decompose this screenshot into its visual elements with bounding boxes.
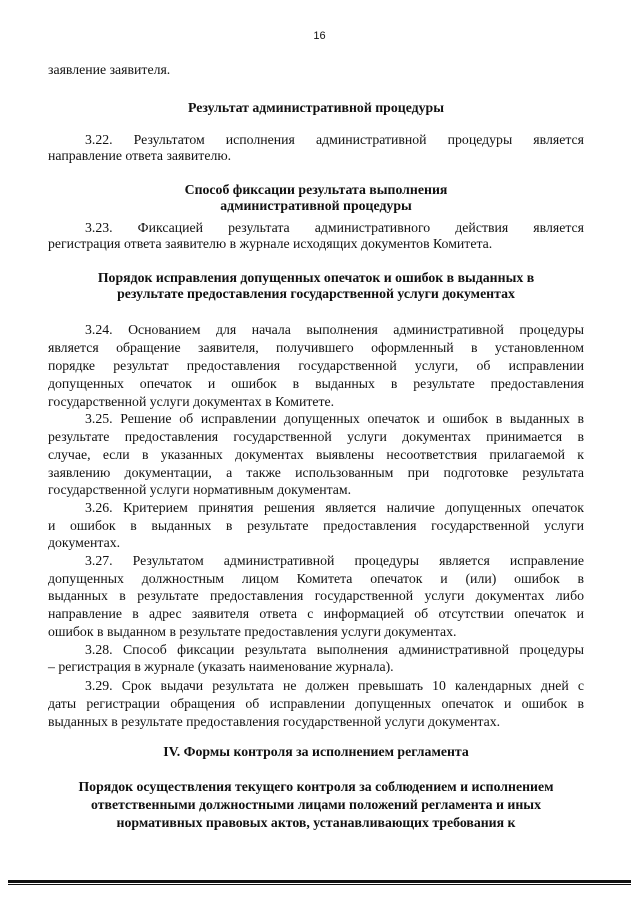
- paragraph-first-line: 3.27. Результатом административной процедуры является исправление: [85, 553, 584, 568]
- paragraph-line: является обращение заявителя, получившего оформленный в установленном: [48, 340, 584, 355]
- paragraph-line: и ошибок в выданных в результате предоставления государственной услуги: [48, 518, 584, 533]
- section-heading: результате предоставления государственной услуги документах: [117, 286, 515, 301]
- paragraph-line: даты регистрации обращения об исправлении допущенных опечаток и ошибок в: [48, 696, 584, 711]
- paragraph-line: документах.: [48, 535, 121, 550]
- paragraph-line: – регистрация в журнале (указать наименование журнала).: [48, 659, 394, 674]
- paragraph-first-line: 3.25. Решение об исправлении допущенных опечаток и ошибок в выданных в: [85, 411, 584, 426]
- paragraph-line: допущенных опечаток и ошибок в выданных в результате предоставления: [48, 376, 584, 391]
- paragraph-line: регистрация ответа заявителю в журнале исходящих документов Комитета.: [48, 236, 493, 251]
- paragraph-line: государственной услуги документах в Комитете.: [48, 394, 335, 409]
- section-heading: нормативных правовых актов, устанавливающих требования к: [116, 815, 516, 830]
- paragraph-first-line: 3.22. Результатом исполнения административной процедуры является: [85, 132, 584, 147]
- paragraph-first-line: 3.29. Срок выдачи результата не должен превышать 10 календарных дней с: [85, 678, 584, 693]
- paragraph-line: ошибок в выданном в результате предоставления услуги документах.: [48, 624, 457, 639]
- section-heading: Порядок исправления допущенных опечаток и ошибок в выданных в: [97, 270, 535, 285]
- section-heading: Порядок осуществления текущего контроля за соблюдением и исполнением: [78, 779, 554, 794]
- paragraph-line: заявление заявителя.: [48, 62, 171, 77]
- paragraph-line: выданных в результате предоставления государственной услуги документах.: [48, 714, 501, 729]
- paragraph-line: направление ответа заявителю.: [48, 148, 232, 163]
- section-heading: Результат административной процедуры: [188, 100, 444, 115]
- paragraph-first-line: 3.26. Критерием принятия решения является наличие допущенных опечаток: [85, 500, 584, 515]
- paragraph-line: результате предоставления государственной услуги документах принимается в: [48, 429, 584, 444]
- paragraph-line: государственной услуги нормативным документам.: [48, 482, 352, 497]
- paragraph-first-line: 3.28. Способ фиксации результата выполнения административной процедуры: [85, 642, 584, 657]
- section-heading: IV. Формы контроля за исполнением регламента: [163, 744, 469, 759]
- paragraph-line: случае, если в указанных документах выявлены несоответствия прилагаемой к: [48, 447, 584, 462]
- paragraph-line: заявлению документации, а также использованным при подготовке результата: [48, 465, 584, 480]
- paragraph-line: допущенных должностным лицом Комитета опечаток и (или) ошибок в: [48, 571, 584, 586]
- bottom-rule-thin: [8, 884, 631, 885]
- paragraph-line: порядке результат предоставления государственной услуги, об исправлении: [48, 358, 584, 373]
- section-heading: Способ фиксации результата выполнения: [184, 182, 448, 197]
- paragraph-first-line: 3.23. Фиксацией результата административного действия является: [85, 220, 584, 235]
- paragraph-line: выданных в результате предоставления государственной услуги документах либо: [48, 588, 584, 603]
- paragraph-first-line: 3.24. Основанием для начала выполнения административной процедуры: [85, 322, 584, 337]
- paragraph-line: направление в адрес заявителя ответа с информацией об отсутствии опечаток и: [48, 606, 584, 621]
- section-heading: административной процедуры: [220, 198, 412, 213]
- page-number: 16: [313, 30, 326, 42]
- bottom-rule: [8, 880, 631, 883]
- section-heading: ответственными должностными лицами положений регламента и иных: [91, 797, 541, 812]
